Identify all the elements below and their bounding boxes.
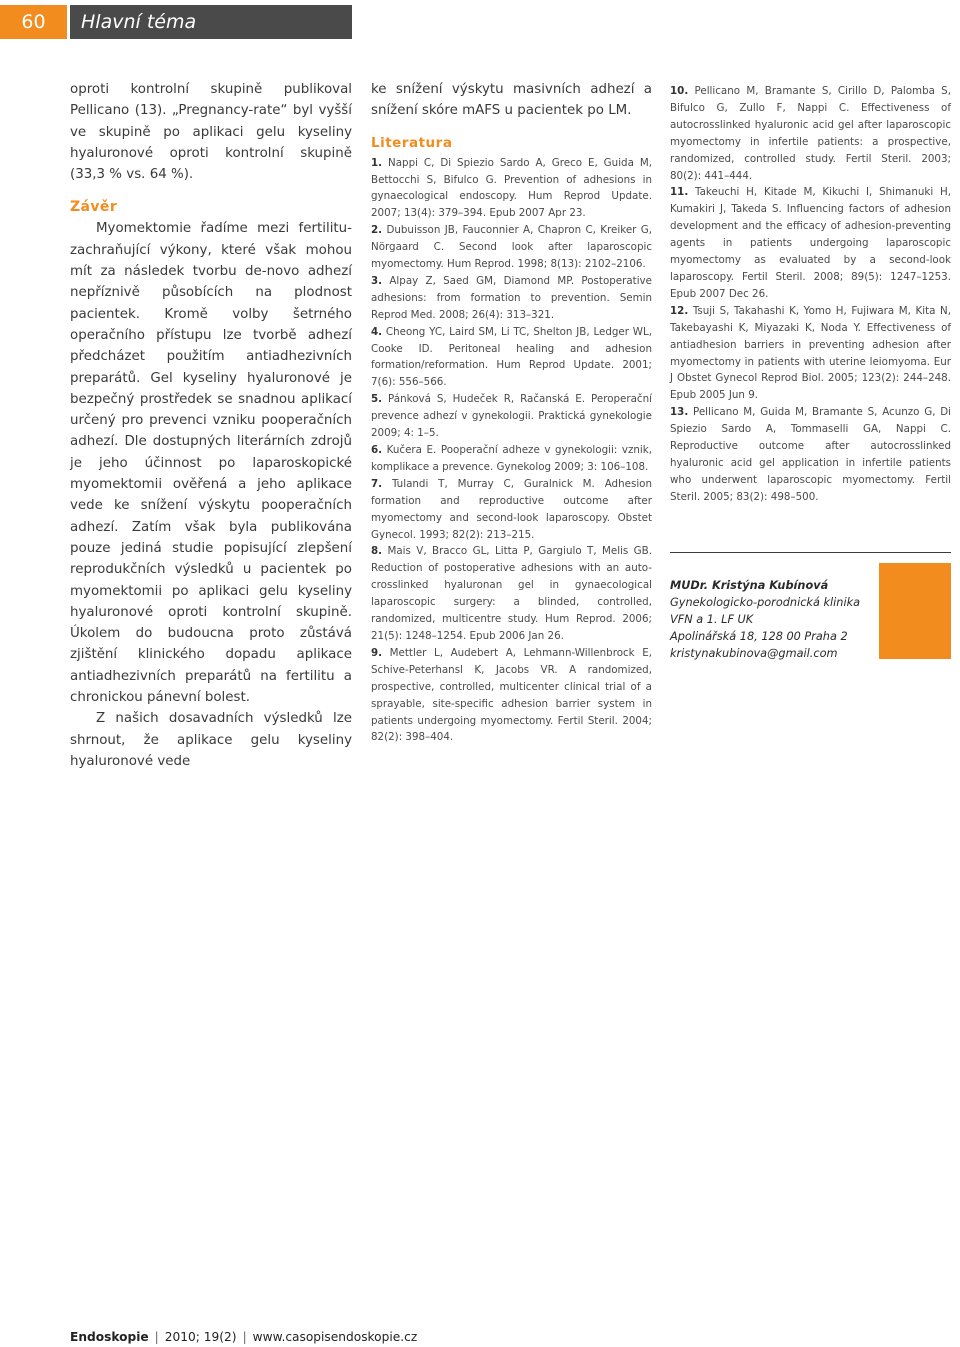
reference-number: 7.	[371, 477, 383, 490]
author-block	[670, 577, 870, 662]
reference-item	[371, 476, 652, 544]
column-middle	[371, 79, 652, 746]
reference-number: 13.	[670, 406, 689, 419]
paragraph-end: ke snížení výskytu masivních adhezí a snížení skóre mAFS u pacientek po LM.	[371, 82, 652, 119]
reference-text: Tsuji S, Takahashi K, Yomo H, Fujiwara M, Kita N, Takebayashi K, Miyazaki K, Noda Y. Effectiveness of antiadhesion barriers in preventing adhesion after myomectomy in patients with uterine leiomyoma. Eur J Obstet Gynecol Reprod Biol. 2005; 123(2): 244–248. Epub 2005 Jun 9.	[670, 304, 951, 402]
author-photo-placeholder	[879, 563, 951, 659]
reference-list	[371, 155, 652, 747]
reference-number: 4.	[371, 325, 383, 338]
summary-paragraph: Z našich dosavadních výsledků lze shrnout, že aplikace gelu kyseliny hyaluronové vede	[70, 711, 352, 769]
reference-number: 5.	[371, 393, 383, 406]
reference-list-continued	[670, 83, 951, 506]
reference-item	[670, 404, 951, 505]
conclusion-heading: Závěr	[70, 199, 118, 216]
journal-name: Endoskopie	[70, 1330, 149, 1344]
reference-text: Cheong YC, Laird SM, Li TC, Shelton JB, Ledger WL, Cooke ID. Peritoneal healing and adhesion formation/reformation. Hum Reprod Update. 2001; 7(6): 556–566.	[371, 325, 652, 389]
column-right	[670, 83, 951, 506]
reference-text: Mais V, Bracco GL, Litta P, Gargiulo T, Melis GB. Reduction of postoperative adhesions with an auto-crosslinked hyaluronan gel in gynaecological laparoscopic surgery: a blinded, controlled, randomized, multicentre study. Hum Reprod. 2006; 21(5): 1248–1254. Epub 2006 Jan 26.	[371, 545, 652, 642]
reference-item	[670, 184, 951, 302]
reference-item	[371, 324, 652, 392]
reference-item	[670, 83, 951, 184]
reference-text: Takeuchi H, Kitade M, Kikuchi I, Shimanuki H, Kumakiri J, Takeda S. Influencing factors of adhesion development and the efficacy of adhesion-preventing agents in patients undergoing laparoscopic myomectomy as evaluated by a second-look laparoscopy. Fertil Steril. 2008; 89(5): 1247–1253. Epub 2007 Dec 26.	[670, 186, 951, 300]
conclusion-paragraph: Myomektomie řadíme mezi fertilitu-zachraňující výkony, které však mohou mít za následek tvorbu de-novo adhezí nepříznivě působících na plodnost pacientek. Kromě volby šetrného operačního přístupu lze tvorbě adhezí předcházet použitím antiadhezivních preparátů. Gel kyseliny hyaluronové je bezpečný prostředek se snadnou aplikací určený pro prevenci vzniku pooperačních adhezí. Dle dostupných literárních zdrojů je jeho účinnost po laparoskopické myomektomii ověřená a jeho aplikace vede ke snížení výskytu pooperačních adhezí. Zatím však byla publikována pouze jediná studie popisující zlepšení reprodukčních výsledků u pacientek po myomektomii po aplikaci gelu kyseliny hyaluronové oproti kontrolní skupině. Úkolem do budoucna proto zůstává zjištění klinického dopadu aplikace antiadhezivních preparátů na fertilitu a chronickou pánevní bolest.	[70, 221, 352, 706]
reference-number: 6.	[371, 444, 383, 456]
reference-item	[371, 155, 652, 223]
reference-text: Alpay Z, Saed GM, Diamond MP. Postoperative adhesions: from formation to prevention. Semin Reprod Med. 2008; 26(4): 313–321.	[371, 274, 652, 321]
reference-item	[371, 645, 652, 746]
reference-text: Kučera E. Pooperační adheze v gynekologii: vznik, komplikace a prevence. Gynekolog 2009; 3: 106–108.	[371, 444, 652, 473]
reference-text: Pánková S, Hudeček R, Račanská E. Peroperační prevence adhezí v gynekologii. Praktická gynekologie 2009; 4: 1–5.	[371, 393, 652, 440]
column-left	[70, 79, 352, 772]
reference-text: Dubuisson JB, Fauconnier A, Chapron C, Kreiker G, Nörgaard C. Second look after laparoscopic myomectomy. Hum Reprod. 1998; 8(13): 2102–2106.	[371, 224, 652, 271]
journal-website[interactable]: www.casopisendoskopie.cz	[252, 1330, 418, 1344]
reference-text: Tulandi T, Murray C, Guralnick M. Adhesion formation and reproductive outcome after myomectomy and second-look laparoscopy. Obstet Gynecol. 1993; 82(2): 213–215.	[371, 477, 652, 541]
reference-number: 2.	[371, 224, 383, 237]
author-institution: Gynekologicko-porodnická klinika	[670, 596, 861, 609]
reference-number: 9.	[371, 646, 383, 659]
page-header	[0, 5, 352, 39]
author-name: MUDr. Kristýna Kubínová	[670, 579, 829, 592]
reference-item	[371, 442, 652, 476]
reference-text: Mettler L, Audebert A, Lehmann-Willenbrock E, Schive-Peterhansl K, Jacobs VR. A randomized, prospective, controlled, multicenter clinical trial of a sprayable, site-specific adhesion barrier system in patients undergoing myomectomy. Fertil Steril. 2004; 82(2): 398–404.	[371, 646, 652, 744]
author-email[interactable]: kristynakubinova@gmail.com	[670, 647, 838, 660]
reference-number: 8.	[371, 545, 383, 558]
author-divider	[670, 552, 951, 553]
literature-heading: Literatura	[371, 134, 453, 151]
footer-separator: |	[154, 1330, 159, 1344]
reference-item	[371, 273, 652, 324]
reference-item	[371, 543, 652, 644]
section-title: Hlavní téma	[70, 5, 352, 39]
page-number: 60	[0, 5, 67, 39]
reference-number: 1.	[371, 156, 383, 169]
footer-separator: |	[242, 1330, 247, 1344]
reference-item	[371, 391, 652, 442]
author-hospital: VFN a 1. LF UK	[670, 613, 754, 626]
paragraph-continued: oproti kontrolní skupině publikoval Pellicano (13). „Pregnancy-rate“ byl vyšší ve skupině po aplikaci gelu kyseliny hyaluronové oproti kontrolní skupině (33,3 % vs. 64 %).	[70, 82, 352, 183]
reference-number: 10.	[670, 85, 689, 97]
reference-number: 3.	[371, 274, 383, 287]
reference-text: Pellicano M, Bramante S, Cirillo D, Palomba S, Bifulco G, Zullo F, Nappi C. Effectiveness of autocrosslinked hyaluronic acid gel after laparoscopic myomectomy in infertile patients: a prospective, randomized, controlled study. Fertil Steril. 2003; 80(2): 441–444.	[670, 85, 951, 182]
journal-issue: 2010; 19(2)	[164, 1330, 237, 1344]
reference-number: 11.	[670, 186, 689, 199]
reference-text: Nappi C, Di Spiezio Sardo A, Greco E, Guida M, Bettocchi S, Bifulco G. Prevention of adhesions in gynaecological endoscopy. Hum Reprod Update. 2007; 13(4): 379–394. Epub 2007 Apr 23.	[371, 156, 652, 220]
reference-item	[371, 222, 652, 273]
author-address: Apolinářská 18, 128 00 Praha 2	[670, 630, 848, 643]
reference-number: 12.	[670, 304, 689, 317]
page-footer	[70, 1329, 417, 1345]
reference-item	[670, 303, 951, 404]
reference-text: Pellicano M, Guida M, Bramante S, Acunzo G, Di Spiezio Sardo A, Tommaselli GA, Nappi C. Reproductive outcome after autocrosslinked hyaluronic acid gel application in infertile patients who underwent laparoscopic myomectomy. Fertil Steril. 2005; 83(2): 498–500.	[670, 406, 951, 503]
